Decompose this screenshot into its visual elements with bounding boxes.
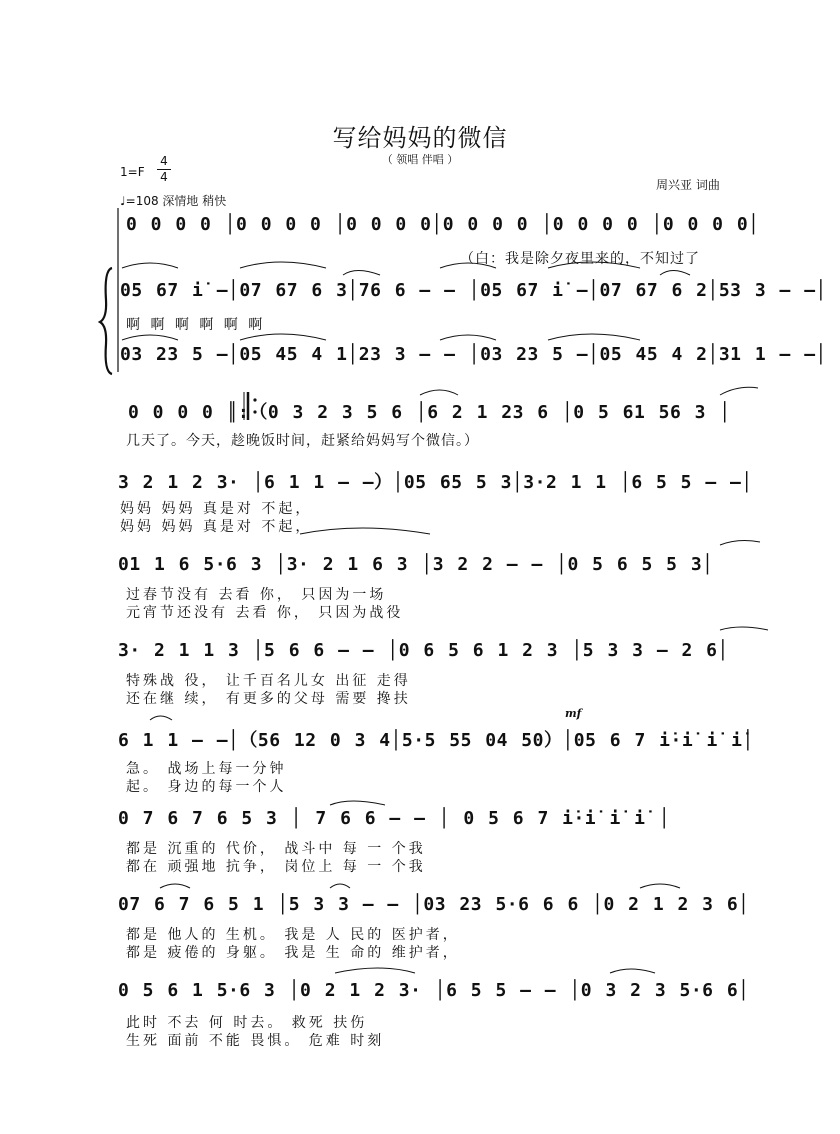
notation-line-7: 07 6 7 6 5 1 │5 3 3 – – │03 23 5·6 6 6 │0 2 1 2 3 6│	[118, 894, 750, 915]
tempo-marking: ♩=108 深情地 稍快	[120, 194, 227, 208]
notation-line-6: 0 7 6 7 6 5 3 │ 7 6 6 – – │ 0 5 6 7 i̇·i̇ i̇ i̇ │	[118, 808, 671, 829]
song-title: 写给妈妈的微信	[332, 124, 508, 152]
lyric-line-4b: 还在继 续， 有更多的父母 需要 搀扶	[126, 691, 411, 707]
rest-line: 0 0 0 0 │0 0 0 0 │0 0 0 0│0 0 0 0 │0 0 0 0 │0 0 0 0│	[126, 214, 760, 235]
notation-line-3: 01 1 6 5·6 3 │3· 2 1 6 3 │3 2 2 – – │0 5 6 5 5 3│	[118, 554, 714, 575]
time-signature	[157, 154, 171, 185]
lyric-line-8b: 生死 面前 不能 畏惧。 危难 时刻	[126, 1033, 385, 1049]
notation-line-4: 3· 2 1 1 3 │5 6 6 – – │0 6 5 6 1 2 3 │5 3 3 – 2 6│	[118, 640, 729, 661]
time-sig-bottom: 4	[157, 169, 171, 185]
dynamic-mf: mf	[565, 707, 582, 720]
notation-line-2: 3 2 1 2 3· │6 1 1 – –）│05 65 5 3│3·2 1 1 │6 5 5 – –│	[118, 472, 753, 493]
lyric-line-8a: 此时 不去 何 时去。 救死 扶伤	[126, 1015, 368, 1031]
performance-note: （ 领唱 伴唱 ）	[381, 153, 459, 166]
lyric-line-3a: 过春节没有 去看 你， 只因为一场	[126, 587, 387, 603]
notation-line-5: 6 1 1 – –│（56 12 0 3 4│5·5 55 04 50）│05 6 7 i̇·i̇ i̇ i̇│	[118, 730, 754, 751]
notation-line-1: 0 0 0 0 ║:（0 3 2 3 5 6 │6 2 1 23 6 │0 5 61 56 3 │	[128, 402, 731, 423]
voice2-notes: 03 23 5 –│05 45 4 1│23 3 – – │03 23 5 –│05 45 4 2│31 1 – –│	[120, 344, 827, 365]
lyric-line-6b: 都在 顽强地 抗争， 岗位上 每 一 个我	[126, 859, 426, 875]
lyric-line-5b: 起。 身边的每一个人	[126, 779, 287, 795]
lyric-line-1: 几天了。今天，趁晚饭时间，赶紧给妈妈写个微信。）	[126, 433, 479, 449]
lyric-line-7a: 都是 他人的 生机。 我是 人 民的 医护者，	[126, 927, 460, 943]
notation-line-8: 0 5 6 1 5·6 3 │0 2 1 2 3· │6 5 5 – – │0 3 2 3 5·6 6│	[118, 980, 750, 1001]
author-credit: 周兴亚 词曲	[656, 178, 720, 192]
voice1-lyric: 啊 啊 啊 啊 啊 啊	[126, 317, 266, 333]
time-sig-top: 4	[160, 154, 168, 168]
lyric-line-4a: 特殊战 役， 让千百名儿女 出征 走得	[126, 673, 411, 689]
lyric-line-7b: 都是 疲倦的 身躯。 我是 生 命的 维护者，	[126, 945, 460, 961]
voice-brace	[100, 268, 112, 374]
lyric-line-6a: 都是 沉重的 代价， 战斗中 每 一 个我	[126, 841, 426, 857]
lyric-line-2b: 妈妈 妈妈 真是对 不起，	[120, 519, 313, 535]
key-signature: 1=F	[120, 165, 145, 179]
lyric-line-3b: 元宵节还没有 去看 你， 只因为战役	[126, 605, 404, 621]
lyric-line-5a: 急。 战场上每一分钟	[126, 761, 287, 777]
spoken-intro-line: （白：我是除夕夜里来的，不知过了	[460, 251, 700, 267]
voice1-notes: 05 67 i̇ –│07 67 6 3│76 6 – – │05 67 i̇ –│07 67 6 2│53 3 – –│	[120, 280, 827, 301]
lyric-line-2a: 妈妈 妈妈 真是对 不起，	[120, 501, 313, 517]
